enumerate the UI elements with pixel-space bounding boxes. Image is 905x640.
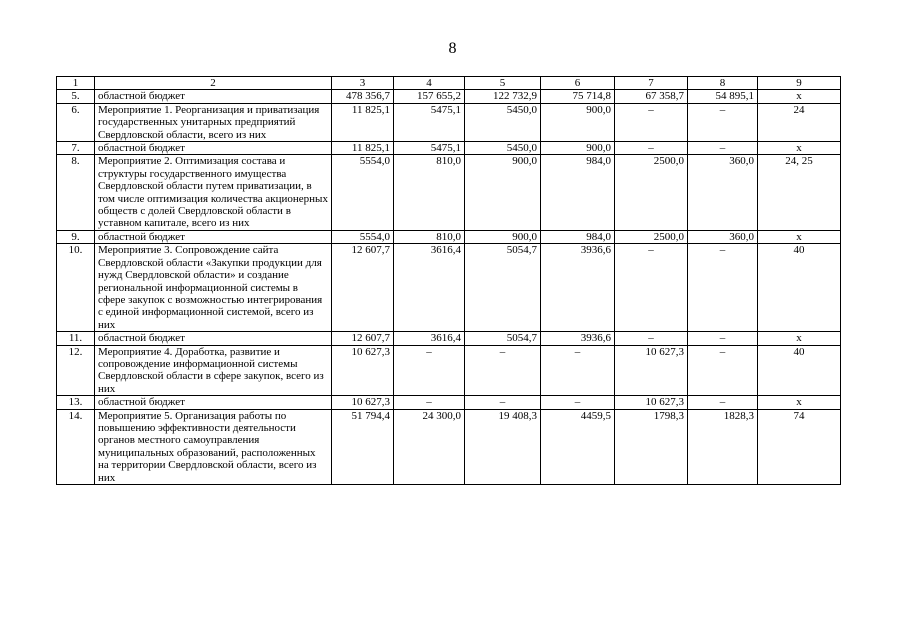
table-row	[57, 345, 841, 396]
row-number: 9.	[57, 230, 95, 243]
table-row	[57, 142, 841, 155]
table-row	[57, 244, 841, 332]
header-cell: 4	[394, 77, 465, 90]
cell-col9: х	[758, 90, 841, 103]
table-row	[57, 103, 841, 141]
cell-col5: 5450,0	[465, 103, 541, 141]
cell-col5: –	[465, 396, 541, 409]
cell-col3: 5554,0	[332, 155, 394, 230]
cell-col4: 5475,1	[394, 142, 465, 155]
cell-col9: х	[758, 332, 841, 345]
row-description: Мероприятие 2. Оптимизация состава и структуры государственного имущества Свердловской области путем приватизации, в том числе оптимизация количества акционерных обществ с долей Свердловской области в уставном капитале, всего из них	[95, 155, 332, 230]
cell-col3: 12 607,7	[332, 332, 394, 345]
row-description: Мероприятие 5. Организация работы по повышению эффективности деятельности органов местного самоуправления муниципальных образований, расположенных на территории Свердловской области, всего из них	[95, 409, 332, 484]
row-description: Мероприятие 3. Сопровождение сайта Свердловской области «Закупки продукции для нужд Свердловской области» и создание региональной информационной системы в сфере закупок с возможностью интегрирования с единой информационной системой, всего из них	[95, 244, 332, 332]
cell-col7: 10 627,3	[615, 396, 688, 409]
cell-col8: 54 895,1	[688, 90, 758, 103]
row-description: Мероприятие 4. Доработка, развитие и сопровождение информационной системы Свердловской области в сфере закупок, всего из них	[95, 345, 332, 396]
cell-col7: –	[615, 142, 688, 155]
row-number: 6.	[57, 103, 95, 141]
row-number: 7.	[57, 142, 95, 155]
cell-col5: 19 408,3	[465, 409, 541, 484]
cell-col6: 900,0	[541, 103, 615, 141]
cell-col4: 24 300,0	[394, 409, 465, 484]
cell-col8: –	[688, 244, 758, 332]
cell-col8: 1828,3	[688, 409, 758, 484]
cell-col3: 10 627,3	[332, 345, 394, 396]
table-row	[57, 409, 841, 484]
header-cell: 2	[95, 77, 332, 90]
cell-col7: 10 627,3	[615, 345, 688, 396]
cell-col4: 810,0	[394, 155, 465, 230]
header-cell: 5	[465, 77, 541, 90]
cell-col3: 10 627,3	[332, 396, 394, 409]
cell-col5: –	[465, 345, 541, 396]
row-number: 14.	[57, 409, 95, 484]
header-cell: 6	[541, 77, 615, 90]
cell-col8: –	[688, 103, 758, 141]
header-cell: 7	[615, 77, 688, 90]
row-description: Мероприятие 1. Реорганизация и приватизация государственных унитарных предприятий Свердловской области, всего из них	[95, 103, 332, 141]
table-row	[57, 155, 841, 230]
row-number: 12.	[57, 345, 95, 396]
row-description: областной бюджет	[95, 142, 332, 155]
cell-col6: 75 714,8	[541, 90, 615, 103]
budget-table	[56, 76, 841, 485]
cell-col6: 3936,6	[541, 244, 615, 332]
cell-col3: 51 794,4	[332, 409, 394, 484]
header-cell: 1	[57, 77, 95, 90]
table-header-row	[57, 77, 841, 90]
header-cell: 9	[758, 77, 841, 90]
row-description: областной бюджет	[95, 90, 332, 103]
cell-col9: 40	[758, 244, 841, 332]
cell-col4: 5475,1	[394, 103, 465, 141]
cell-col6: 3936,6	[541, 332, 615, 345]
cell-col4: 3616,4	[394, 332, 465, 345]
table-row	[57, 90, 841, 103]
cell-col9: х	[758, 230, 841, 243]
cell-col3: 5554,0	[332, 230, 394, 243]
cell-col4: –	[394, 345, 465, 396]
cell-col9: х	[758, 142, 841, 155]
row-number: 5.	[57, 90, 95, 103]
cell-col7: –	[615, 244, 688, 332]
row-number: 8.	[57, 155, 95, 230]
cell-col5: 5054,7	[465, 244, 541, 332]
row-description: областной бюджет	[95, 396, 332, 409]
cell-col8: 360,0	[688, 230, 758, 243]
row-number: 11.	[57, 332, 95, 345]
table-row	[57, 396, 841, 409]
cell-col3: 11 825,1	[332, 103, 394, 141]
cell-col3: 478 356,7	[332, 90, 394, 103]
cell-col7: –	[615, 103, 688, 141]
cell-col5: 5054,7	[465, 332, 541, 345]
cell-col7: –	[615, 332, 688, 345]
row-number: 10.	[57, 244, 95, 332]
cell-col4: –	[394, 396, 465, 409]
cell-col6: 4459,5	[541, 409, 615, 484]
cell-col7: 67 358,7	[615, 90, 688, 103]
row-description: областной бюджет	[95, 332, 332, 345]
cell-col6: 900,0	[541, 142, 615, 155]
cell-col6: 984,0	[541, 230, 615, 243]
table-row	[57, 230, 841, 243]
cell-col8: –	[688, 332, 758, 345]
cell-col4: 3616,4	[394, 244, 465, 332]
row-description: областной бюджет	[95, 230, 332, 243]
cell-col3: 12 607,7	[332, 244, 394, 332]
cell-col5: 900,0	[465, 230, 541, 243]
table-row	[57, 332, 841, 345]
page-number: 8	[448, 40, 457, 57]
cell-col5: 5450,0	[465, 142, 541, 155]
header-cell: 3	[332, 77, 394, 90]
cell-col4: 157 655,2	[394, 90, 465, 103]
cell-col7: 1798,3	[615, 409, 688, 484]
header-cell: 8	[688, 77, 758, 90]
cell-col6: 984,0	[541, 155, 615, 230]
cell-col7: 2500,0	[615, 230, 688, 243]
cell-col8: –	[688, 142, 758, 155]
cell-col3: 11 825,1	[332, 142, 394, 155]
cell-col5: 900,0	[465, 155, 541, 230]
cell-col9: 40	[758, 345, 841, 396]
cell-col9: 74	[758, 409, 841, 484]
cell-col6: –	[541, 345, 615, 396]
cell-col5: 122 732,9	[465, 90, 541, 103]
cell-col7: 2500,0	[615, 155, 688, 230]
cell-col6: –	[541, 396, 615, 409]
cell-col9: 24	[758, 103, 841, 141]
row-number: 13.	[57, 396, 95, 409]
cell-col8: –	[688, 396, 758, 409]
cell-col9: х	[758, 396, 841, 409]
cell-col8: 360,0	[688, 155, 758, 230]
cell-col9: 24, 25	[758, 155, 841, 230]
cell-col4: 810,0	[394, 230, 465, 243]
cell-col8: –	[688, 345, 758, 396]
